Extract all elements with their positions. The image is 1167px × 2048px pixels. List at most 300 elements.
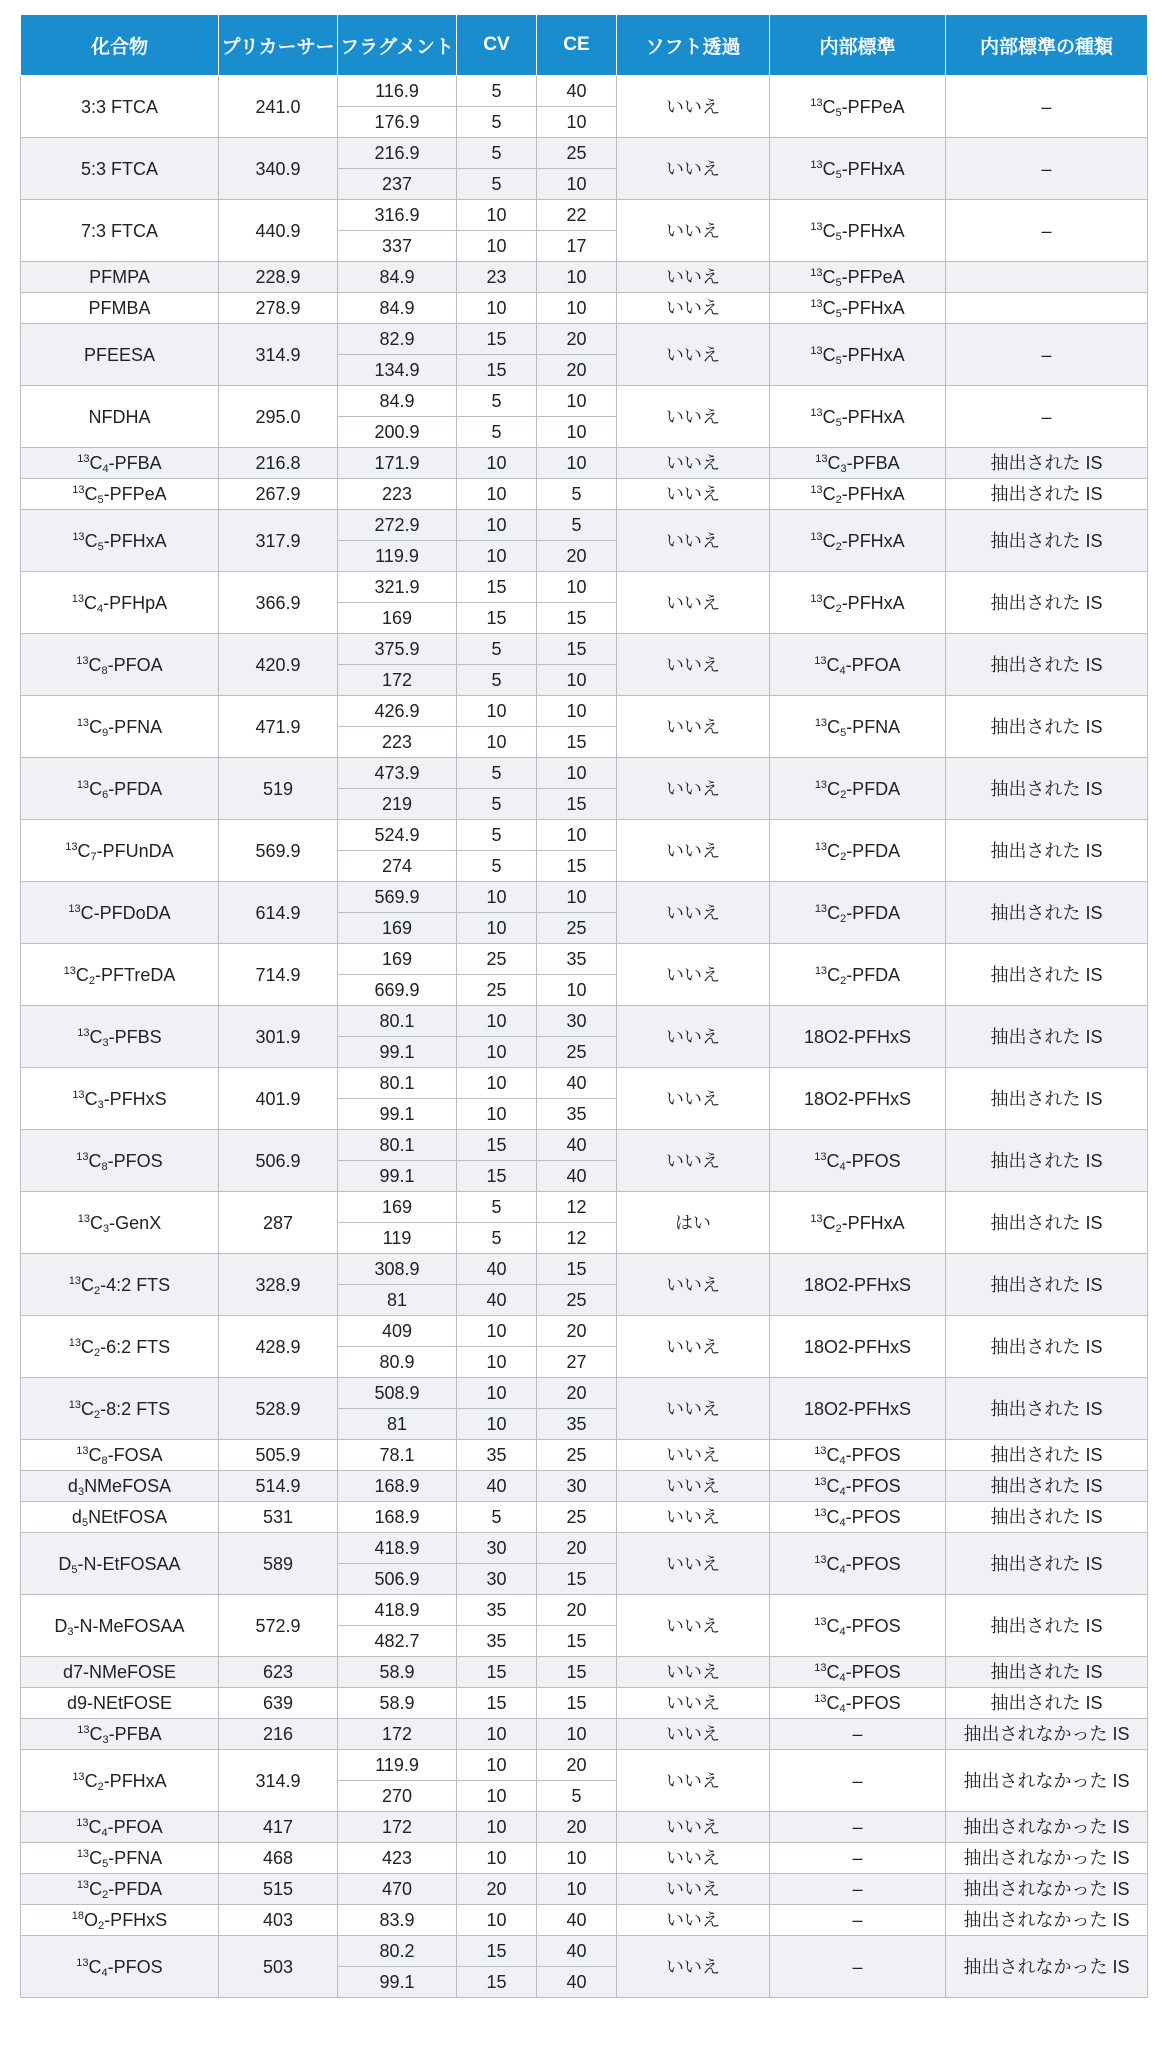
atom-count-subscript: 2 [840,788,847,801]
isotope-superscript: 13 [814,1662,827,1674]
soft-transmission-cell: いいえ [617,293,770,324]
text-part: -6:2 FTS [100,1336,171,1357]
text-part: -4:2 FTS [100,1274,171,1295]
text-part: 18O2-PFHxS [803,1274,912,1295]
internal-standard-cell [770,944,946,1006]
text-part: C [826,1615,840,1636]
ce-cell: 10 [537,107,617,138]
text-part: -PFOS [845,1476,901,1496]
text-part: C [827,453,841,473]
text-part: C [826,1693,840,1713]
internal-standard-type-cell: – [946,138,1148,200]
table-row [21,1812,1148,1843]
atom-count-subscript: 9 [102,726,109,739]
atom-count-subscript: 5 [102,1858,109,1870]
table-row [21,820,1148,851]
text-part: d7-NMeFOSE [62,1662,177,1682]
atom-count-subscript: 4 [839,1625,846,1638]
isotope-superscript: 13 [76,1150,89,1163]
text-part: C [88,1445,102,1465]
atom-count-subscript: 3 [77,1486,85,1498]
atom-count-subscript: 4 [101,1966,108,1979]
text-part: C [84,484,98,504]
precursor-cell: 403 [219,1905,338,1936]
table-row [21,1378,1148,1409]
precursor-cell: 569.9 [219,820,338,882]
isotope-superscript: 13 [810,484,823,496]
isotope-superscript: 13 [72,484,85,496]
table-row [21,1440,1148,1471]
soft-transmission-cell: いいえ [617,758,770,820]
table-row [21,572,1148,603]
precursor-cell: 503 [219,1936,338,1998]
text-part: -PFNA [108,1848,163,1868]
isotope-superscript: 13 [810,592,823,605]
soft-transmission-cell: いいえ [617,1471,770,1502]
table-row [21,1719,1148,1750]
table-row [21,1006,1148,1037]
text-part: C [822,158,836,179]
isotope-superscript: 13 [814,1150,827,1163]
atom-count-subscript: 5 [835,416,842,429]
fragment-cell: 216.9 [338,138,457,169]
cv-cell: 10 [457,727,537,758]
text-part: -PFDA [846,778,901,799]
internal-standard-cell [770,696,946,758]
text-part: -PFUnDA [96,840,174,861]
compound-cell [21,293,219,324]
cv-cell: 5 [457,634,537,665]
soft-transmission-cell: いいえ [617,1905,770,1936]
compound-cell [21,324,219,386]
ce-cell: 10 [537,665,617,696]
header-internal-standard-type: 内部標準の種類 [946,15,1148,76]
cv-cell: 5 [457,820,537,851]
precursor-cell: 468 [219,1843,338,1874]
table-row [21,1533,1148,1564]
internal-standard-cell [770,1130,946,1192]
internal-standard-cell [770,1936,946,1998]
cv-cell: 5 [457,851,537,882]
ce-cell: 15 [537,1688,617,1719]
cv-cell: 20 [457,1874,537,1905]
soft-transmission-cell: いいえ [617,634,770,696]
atom-count-subscript: 5 [81,1517,89,1529]
ce-cell: 40 [537,76,617,107]
precursor-cell: 287 [219,1192,338,1254]
internal-standard-type-cell: 抽出された IS [946,1502,1148,1533]
fragment-cell: 80.2 [338,1936,457,1967]
compound-cell [21,510,219,572]
ce-cell: 20 [537,1378,617,1409]
internal-standard-cell [770,1471,946,1502]
text-part: -PFNA [846,716,901,737]
ce-cell: 10 [537,1719,617,1750]
compound-cell [21,1316,219,1378]
isotope-superscript: 13 [72,530,85,543]
compound-cell [21,1750,219,1812]
isotope-superscript: 13 [810,158,823,171]
compound-cell [21,1905,219,1936]
text-part: -PFOS [107,1150,163,1171]
cv-cell: 15 [457,1688,537,1719]
ce-cell: 15 [537,727,617,758]
text-part: C [81,1274,95,1295]
atom-count-subscript: 3 [102,1734,109,1746]
atom-count-subscript: 4 [839,1160,846,1173]
text-part: C [822,96,836,117]
ce-cell: 10 [537,386,617,417]
cv-cell: 10 [457,200,537,231]
table-row [21,510,1148,541]
atom-count-subscript: 2 [98,1920,105,1932]
fragment-cell: 508.9 [338,1378,457,1409]
text-part: C [826,1445,840,1465]
internal-standard-type-cell [946,262,1148,293]
text-part: 18O2-PFHxS [803,1026,912,1047]
cv-cell: 40 [457,1471,537,1502]
table-body [21,76,1148,1998]
cv-cell: 10 [457,1719,537,1750]
ce-cell: 25 [537,913,617,944]
internal-standard-type-cell: 抽出された IS [946,1316,1148,1378]
text-part: C [826,1150,840,1171]
text-part: -PFHxS [103,1088,167,1109]
text-part: C [822,344,836,365]
isotope-superscript: 13 [814,716,828,729]
text-part: C [822,298,836,318]
internal-standard-type-cell: 抽出された IS [946,1688,1148,1719]
cv-cell: 10 [457,1843,537,1874]
isotope-superscript: 13 [68,1274,82,1287]
cv-cell: 10 [457,293,537,324]
precursor-cell: 340.9 [219,138,338,200]
soft-transmission-cell: いいえ [617,1812,770,1843]
table-row [21,386,1148,417]
fragment-cell: 119.9 [338,1750,457,1781]
fragment-cell: 321.9 [338,572,457,603]
precursor-cell: 241.0 [219,76,338,138]
text-part: d9-NEtFOSE [66,1693,173,1713]
isotope-superscript: 13 [68,1336,82,1349]
cv-cell: 10 [457,510,537,541]
soft-transmission-cell: いいえ [617,882,770,944]
text-part: C [826,1476,840,1496]
compound-cell [21,1006,219,1068]
internal-standard-type-cell: 抽出された IS [946,479,1148,510]
cv-cell: 5 [457,138,537,169]
isotope-superscript: 13 [71,592,85,605]
fragment-cell: 223 [338,727,457,758]
fragment-cell: 524.9 [338,820,457,851]
text-part: -PFHxA [103,1770,167,1791]
cv-cell: 5 [457,386,537,417]
text-part: NEtFOSA [88,1507,168,1527]
text-part: -PFHxS [104,1910,168,1930]
header-cv: CV [457,15,537,76]
ce-cell: 30 [537,1471,617,1502]
atom-count-subscript: 3 [67,1625,74,1638]
ce-cell: 35 [537,944,617,975]
fragment-cell: 219 [338,789,457,820]
cv-cell: 5 [457,107,537,138]
text-part: NMeFOSA [84,1476,172,1496]
compound-cell [21,1378,219,1440]
precursor-cell: 328.9 [219,1254,338,1316]
atom-count-subscript: 5 [835,168,842,181]
isotope-superscript: 13 [76,716,90,729]
ce-cell: 10 [537,169,617,200]
table-row [21,1502,1148,1533]
internal-standard-cell [770,820,946,882]
fragment-cell: 58.9 [338,1657,457,1688]
compound-cell [21,1254,219,1316]
compound-cell [21,479,219,510]
text-part: C [826,654,840,675]
isotope-superscript: 13 [76,1848,90,1860]
atom-count-subscript: 6 [102,788,109,801]
precursor-cell: 301.9 [219,1006,338,1068]
text-part: -N-MeFOSAA [73,1615,185,1636]
cv-cell: 10 [457,1316,537,1347]
ce-cell: 20 [537,1316,617,1347]
header-row [21,15,1148,76]
cv-cell: 15 [457,1161,537,1192]
fragment-cell: 669.9 [338,975,457,1006]
fragment-cell: 274 [338,851,457,882]
compound-cell [21,1595,219,1657]
text-part: -PFBA [108,1724,162,1744]
soft-transmission-cell: いいえ [617,1688,770,1719]
ce-cell: 40 [537,1161,617,1192]
ce-cell: 30 [537,1006,617,1037]
internal-standard-cell [770,1533,946,1595]
internal-standard-cell [770,1378,946,1440]
cv-cell: 10 [457,231,537,262]
soft-transmission-cell: いいえ [617,1316,770,1378]
cv-cell: 5 [457,1192,537,1223]
text-part: -PFOS [845,1553,901,1574]
fragment-cell: 272.9 [338,510,457,541]
internal-standard-cell [770,1068,946,1130]
internal-standard-type-cell: 抽出された IS [946,758,1148,820]
table-row [21,758,1148,789]
text-part: -PFHxA [841,484,905,504]
atom-count-subscript: 5 [840,726,847,739]
text-part: C [822,406,836,427]
ce-cell: 10 [537,975,617,1006]
compound-cell [21,1471,219,1502]
soft-transmission-cell: いいえ [617,1006,770,1068]
table-row [21,1068,1148,1099]
internal-standard-type-cell: 抽出された IS [946,820,1148,882]
text-part: C [822,592,836,613]
compound-cell [21,1874,219,1905]
ce-cell: 40 [537,1130,617,1161]
isotope-superscript: 13 [68,902,81,915]
precursor-cell: 528.9 [219,1378,338,1440]
cv-cell: 35 [457,1595,537,1626]
text-part: -PFDA [846,840,901,861]
cv-cell: 10 [457,541,537,572]
fragment-cell: 58.9 [338,1688,457,1719]
ce-cell: 10 [537,262,617,293]
compound-cell [21,448,219,479]
precursor-cell: 623 [219,1657,338,1688]
internal-standard-cell [770,758,946,820]
soft-transmission-cell: いいえ [617,76,770,138]
ce-cell: 10 [537,448,617,479]
header-internal-standard: 内部標準 [770,15,946,76]
text-part: C [822,484,836,504]
ce-cell: 12 [537,1192,617,1223]
atom-count-subscript: 4 [97,602,104,615]
cv-cell: 15 [457,1657,537,1688]
table-row [21,200,1148,231]
isotope-superscript: 13 [65,840,78,853]
internal-standard-cell [770,634,946,696]
text-part: C [84,592,98,613]
text-part: 7:3 FTCA [80,220,159,241]
text-part: -PFDA [846,902,901,923]
isotope-superscript: 13 [72,1088,85,1101]
soft-transmission-cell: いいえ [617,138,770,200]
atom-count-subscript: 5 [97,494,104,506]
internal-standard-type-cell: 抽出されなかった IS [946,1874,1148,1905]
soft-transmission-cell: いいえ [617,200,770,262]
internal-standard-type-cell: 抽出された IS [946,1006,1148,1068]
soft-transmission-cell: いいえ [617,448,770,479]
cv-cell: 10 [457,1812,537,1843]
soft-transmission-cell: いいえ [617,1595,770,1657]
table-row [21,1750,1148,1781]
text-part: C [827,840,841,861]
internal-standard-cell [770,1595,946,1657]
ce-cell: 10 [537,696,617,727]
isotope-superscript: 13 [76,1445,89,1457]
ce-cell: 40 [537,1068,617,1099]
fragment-cell: 84.9 [338,262,457,293]
text-part: -PFHxA [841,220,905,241]
ce-cell: 10 [537,1874,617,1905]
precursor-cell: 639 [219,1688,338,1719]
compound-cell [21,882,219,944]
text-part: C [89,1879,103,1899]
text-part: -PFOS [845,1150,901,1171]
text-part: -PFHxA [841,158,905,179]
soft-transmission-cell: いいえ [617,1130,770,1192]
fragment-cell: 482.7 [338,1626,457,1657]
fragment-cell: 337 [338,231,457,262]
cv-cell: 10 [457,448,537,479]
internal-standard-type-cell: 抽出された IS [946,1130,1148,1192]
fragment-cell: 200.9 [338,417,457,448]
fragment-cell: 223 [338,479,457,510]
text-part: – [852,1879,863,1899]
internal-standard-cell [770,1812,946,1843]
text-part: – [852,1817,863,1837]
text-part: -PFHxA [841,298,905,318]
text-part: -PFNA [108,716,163,737]
text-part: -PFPeA [841,267,905,287]
atom-count-subscript: 2 [97,1780,104,1793]
internal-standard-cell [770,1316,946,1378]
ce-cell: 25 [537,138,617,169]
table-row [21,1905,1148,1936]
internal-standard-type-cell: 抽出された IS [946,696,1148,758]
text-part: C [827,778,841,799]
fragment-cell: 418.9 [338,1533,457,1564]
internal-standard-type-cell: 抽出された IS [946,1533,1148,1595]
internal-standard-type-cell: 抽出されなかった IS [946,1812,1148,1843]
internal-standard-type-cell: – [946,386,1148,448]
precursor-cell: 228.9 [219,262,338,293]
ce-cell: 12 [537,1223,617,1254]
soft-transmission-cell: いいえ [617,1843,770,1874]
text-part: -PFDA [108,778,163,799]
soft-transmission-cell: いいえ [617,944,770,1006]
fragment-cell: 423 [338,1843,457,1874]
cv-cell: 30 [457,1564,537,1595]
atom-count-subscript: 5 [835,277,842,289]
internal-standard-type-cell: – [946,200,1148,262]
ce-cell: 22 [537,200,617,231]
atom-count-subscript: 4 [839,1563,846,1576]
text-part: -PFHxA [841,1212,905,1233]
ce-cell: 15 [537,1564,617,1595]
soft-transmission-cell: いいえ [617,262,770,293]
text-part: C [827,964,841,985]
internal-standard-cell [770,1440,946,1471]
fragment-cell: 99.1 [338,1967,457,1998]
text-part: 18O2-PFHxS [803,1088,912,1109]
soft-transmission-cell: いいえ [617,1378,770,1440]
isotope-superscript: 13 [77,453,90,465]
isotope-superscript: 13 [77,1724,90,1736]
text-part: D [54,1615,68,1636]
soft-transmission-cell: いいえ [617,696,770,758]
text-part: C [84,530,98,551]
text-part: PFMBA [88,298,151,318]
cv-cell: 10 [457,1347,537,1378]
precursor-cell: 401.9 [219,1068,338,1130]
cv-cell: 15 [457,324,537,355]
precursor-cell: 366.9 [219,572,338,634]
atom-count-subscript: 4 [839,1517,846,1529]
soft-transmission-cell: いいえ [617,1254,770,1316]
atom-count-subscript: 3 [102,1036,109,1049]
isotope-superscript: 13 [810,298,823,310]
precursor-cell: 278.9 [219,293,338,324]
cv-cell: 5 [457,1502,537,1533]
isotope-superscript: 13 [814,1445,827,1457]
internal-standard-cell [770,572,946,634]
internal-standard-cell [770,510,946,572]
fragment-cell: 80.1 [338,1006,457,1037]
precursor-cell: 428.9 [219,1316,338,1378]
ce-cell: 35 [537,1409,617,1440]
text-part: 5:3 FTCA [80,158,159,179]
atom-count-subscript: 5 [835,354,842,367]
text-part: PFMPA [89,267,150,287]
cv-cell: 40 [457,1285,537,1316]
header-soft-transmission: ソフト透過 [617,15,770,76]
fragment-cell: 81 [338,1409,457,1440]
precursor-cell: 314.9 [219,324,338,386]
compound-cell [21,386,219,448]
cv-cell: 15 [457,572,537,603]
isotope-superscript: 13 [68,1398,82,1411]
